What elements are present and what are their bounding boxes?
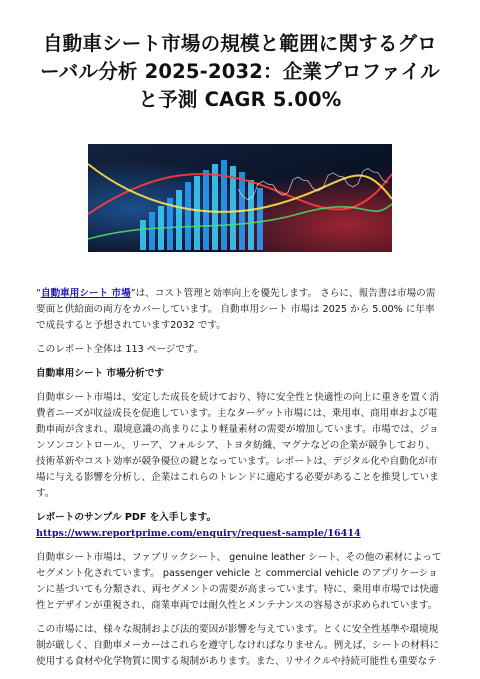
decorative-bar — [257, 188, 263, 250]
pages-note: このレポート全体は 113 ページです。 — [36, 344, 204, 355]
decorative-bar — [176, 190, 182, 250]
decorative-bar — [149, 212, 155, 250]
decorative-bar — [212, 164, 218, 250]
decorative-bar — [221, 160, 227, 250]
decorative-bar — [185, 182, 191, 250]
intro-paragraph: “自動車用シート 市場”は、コスト管理と効率向上を優先します。 さらに、報告書は市場の需要面と供給面の両方をカバーしています。 自動車用シート 市場は 2025 から 5.00% に年率で成長すると予想されています2032 です。 — [36, 288, 436, 331]
segments-paragraph: 自動車シート市場は、ファブリックシート、 genuine leather シート、その他の素材によってセグメント化されています。 passenger vehicle と commercial vehicle のアプリケーションに基づいても分類され、両セグメントの需要が高まっています。特に、乗用車市場では快適性とデザインが重視され、商業車両では耐久性とメンテナンスの容易さが求められています。 — [36, 552, 442, 611]
decorative-bar — [194, 176, 200, 250]
analysis-paragraph: 自動車シート市場は、安定した成長を続けており、特に安全性と快適性の向上に重きを置く消費者ニーズが収益成長を促進しています。主なターゲット市場には、乗用車、商用車および電動車両が含まれ、環境意識の高まりにより軽量素材の需要が増加しています。市場では、ジョンソンコントロール、リーア、フォルシア、トヨタ紡織、マグナなどの企業が競争しており、技術革新やコスト効率が競争優位の鍵となっています。レポートは、デジタル化や自動化が市場に与える影響を分析し、企業はこれらのトレンドに適応する必要があることを推奨しています。 — [36, 392, 439, 499]
regulation-paragraph: この市場には、様々な規制および法的要因が影響を与えています。とくに安全性基準や環境規制が厳しく、自動車メーカーはこれらを遵守しなければなりません。例えば、シートの材料に使用する食材や化学物質に関する規制があります。また、リサイクルや持続可能性も重要なテ — [36, 624, 440, 667]
market-link[interactable]: 自動車用シート 市場 — [40, 288, 131, 299]
section-heading: 自動車用シート 市場分析です — [36, 368, 165, 379]
decorative-bar — [248, 180, 254, 250]
article-body — [36, 286, 444, 670]
sample-request: レポートのサンプル PDF を入手します。 https://www.reportprime.com/enquiry/request-sample/16414 — [36, 512, 361, 539]
page-title: 自動車シート市場の規模と範囲に関するグローバル分析 2025-2032：企業プロファイルと予測 CAGR 5.00% — [40, 32, 440, 111]
market-chart-image — [88, 144, 392, 252]
decorative-bar — [140, 220, 146, 250]
sample-pdf-link[interactable]: https://www.reportprime.com/enquiry/request-sample/16414 — [36, 528, 361, 539]
decorative-bar — [203, 170, 209, 250]
